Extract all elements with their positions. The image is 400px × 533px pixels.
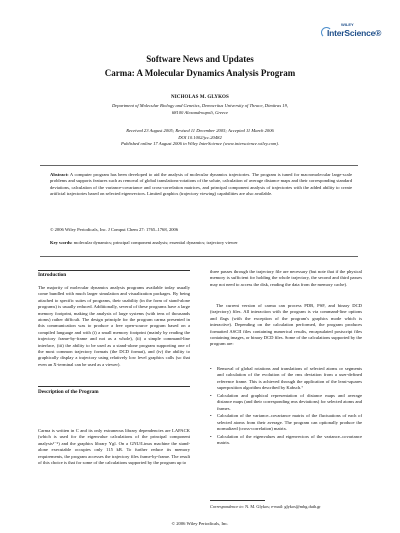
logo-brand: InterScience® [327,28,382,38]
intro-heading: Introduction [38,272,67,278]
correspondence-label: Correspondence to: [210,504,245,509]
author-name: NICHOLAS M. GLYKOS [171,95,229,100]
published-online: Published online 17 August 2006 in Wiley InterScience (www.interscience.wiley.com). [120,141,280,146]
correspondence [210,504,362,509]
abstract [50,172,352,197]
abstract-text: A computer program has been developed to aid the analysis of molecular dynamics trajectories. The program is tuned for macromolecular large-scale problems and supports features such as removal of global translations-rotations of the solute, calculation of average distance maps and their corresponding standard deviations, calculation of the variance-covariance and cross-correlation matrices, and principal component analysis of trajectories with the added ability to create artificial trajectories based on selected eigenvectors. Limited graphics (trajectory viewing) capabilities are also available. [50,172,352,196]
feature-bullet-item: • Removal of global rotations and translations of selected atoms or segments and calculation of the evolution of the rms deviation from a user-defined reference frame. This is achieved through the application of the least-squares superposition algorithm described by Kabsch.⁷ [217,366,362,392]
doi: DOI 10.1002/jcc.20482 [178,134,222,140]
correspondence-text: N. M. Glykos; e-mail: glykos@mbg.duth.gr [245,504,321,509]
right-paragraph-1: three passes through the trajectory file are necessary (but note that if the physical memory is sufficient for holding the whole trajectory, the second and third passes may not need to access the disk, reading the data from the memory cache). [210,269,362,287]
feature-bullet-item: • Calculation of the variance–covariance matrix of the fluctuations of each of selected atoms from their average. The program can optionally produce the normalized (cross-correlation) matrix. [217,413,362,432]
received-dates: Received 23 August 2005; Revised 11 December 2005; Accepted 11 March 2006 [126,128,274,133]
logo-publisher: WILEY [341,22,354,27]
intro-rule [38,270,190,271]
article-title: Carma: A Molecular Dynamics Analysis Program [104,68,296,78]
affiliation-line-2: 68100 Alexandroupoli, Greece [171,109,229,115]
section-title: Software News and Updates [146,54,254,64]
keywords [50,240,352,245]
intro-paragraph: The majority of molecular dynamics analysis programs available today usually come bundled with much larger simulation and visualization packages. By being attached to specific suites of programs, their usability (in the form of stand-alone programs) is usually reduced. Additionally, several of these programs have a large memory footprint, making the analysis of large systems (with tens of thousands atoms) rather difficult. The design principle for the program carma presented in this communication was to produce a free open-source program based on a compiled language and with (i) a small memory footprint (mainly by reading the trajectory frame-by-frame and not as a whole), (ii) a simple command-line interface, (iii) the ability to be used as a stand-alone program supporting one of the most common trajectory formats (the DCD format), and (iv) the ability to graphically display a trajectory using relatively low level graphics calls (so that even an X-terminal can be used as a viewer). [38,285,190,367]
right-paragraph-2: The current version of carma can process PDB, PSF, and binary DCD (trajectory) files. All interaction with the program is via command-line options and flags (with the exception of the program's graphics mode which is interactive). Depending on the calculation performed, the program produces formatted ASCII files containing numerical results, encapsulated postscript files containing images, or binary DCD files. Some of the calculations supported by the program are: [210,303,362,347]
description-heading: Description of the Program [38,389,99,395]
feature-bullet-item: • Calculation of the eigenvalues and eigenvectors of the variance–covariance matrix. [217,434,362,447]
affiliation-line-1: Department of Molecular Biology and Genetics, Democritus University of Thrace, Dimitras 19, [111,103,289,108]
page-footer: © 2006 Wiley Periodicals, Inc. [171,521,229,526]
features-list [210,366,362,448]
description-rule [38,386,190,387]
abstract-label: Abstract: [50,172,69,177]
author-affiliation [80,103,320,116]
keywords-text: molecular dynamics; principal component analysis; essential dynamics; trajectory viewer [73,240,238,245]
footnote-rule [210,500,265,501]
description-paragraph: Carma is written in C and its only extraneous library dependencies are LAPACK (which is used for the eigenvalue calculations of the principal component analysis¹⁻⁶) and the graphics library Ygl. On a GNU/Linux machine the stand-alone executable occupies only 115 kB. To further reduce its memory requirements, the program accesses the trajectory files frame-by-frame. The result of this choice is that for some of the calculations supported by the program up to [38,428,190,466]
copyright-citation: © 2006 Wiley Periodicals, Inc. J Comput Chem 27: 1765–1768, 2006 [50,227,179,232]
feature-bullet-item: • Calculation and graphical representation of distance maps and average distance maps (and their corresponding rms deviations) for selected atoms and frames. [217,393,362,412]
wiley-interscience-logo [327,22,382,42]
keywords-label: Key words: [50,240,73,245]
article-dates [0,128,400,148]
features-bullets [210,366,362,446]
